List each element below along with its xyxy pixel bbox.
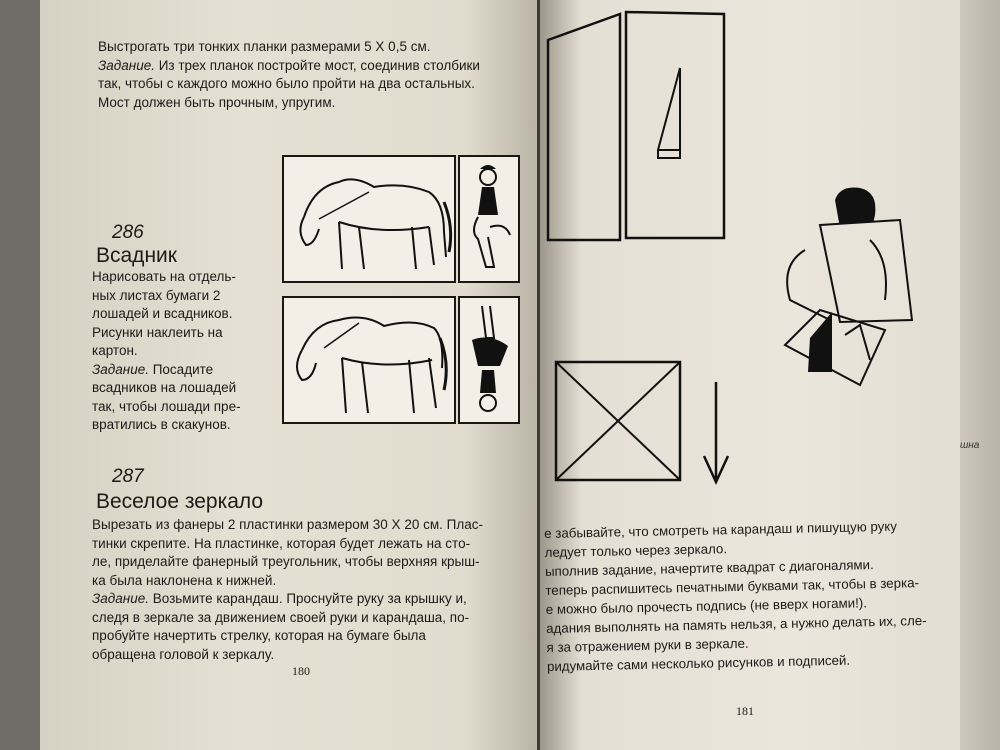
right-page <box>540 0 960 750</box>
text-line: обращена головой к зеркалу. <box>92 646 275 662</box>
exercise-title: Веселое зеркало <box>96 490 264 513</box>
task-label: Задание. <box>92 591 149 606</box>
rider-upside-down-icon <box>460 298 518 422</box>
rider-image-top <box>458 155 520 283</box>
intro-line: Выстрогать три тонких планки размерами 5 X 0,5 см. <box>98 39 431 54</box>
text-line: лошадей и всадников. <box>92 306 233 321</box>
task-label: Задание. <box>98 57 155 73</box>
intro-line-rest: Из трех планок постройте мост, соединив столбики <box>154 57 480 73</box>
text-line: ыполнив задание, начертите квадрат с диагоналями. <box>544 557 874 579</box>
horse-icon <box>284 157 454 281</box>
horse-icon <box>284 298 454 422</box>
exercise-text <box>92 268 277 435</box>
text-line: вратились в скакунов. <box>92 417 231 432</box>
text-line: ле, приделайте фанерный треугольник, чтобы верхняя крыш- <box>92 554 480 569</box>
text-line <box>92 361 277 380</box>
exercise-text <box>92 516 532 664</box>
text-line: теперь распишитесь печатными буквами так, чтобы в зерка- <box>545 575 920 598</box>
exercise-number: 287 <box>112 466 144 487</box>
text-line: так, чтобы лошади пре- <box>92 398 241 414</box>
text-line: тинки скрепите. На пластинке, которая будет лежать на сто- <box>92 535 471 551</box>
text-line: я за отражением руки в зеркале. <box>546 635 749 655</box>
left-page <box>40 0 540 750</box>
horse-image-bottom <box>282 296 456 424</box>
text-line: всадников на лошадей <box>92 380 237 395</box>
exercise-number: 286 <box>112 222 144 243</box>
text-line: адания выполнять на память нельзя, а нужно делать их, сле- <box>546 613 927 636</box>
text-line: ных листах бумаги 2 <box>92 287 221 303</box>
intro-line <box>98 57 538 76</box>
intro-line: Мост должен быть прочным, упругим. <box>98 94 336 110</box>
text-line: ка была наклонена к нижней. <box>92 572 277 588</box>
text-line: Рисунки наклеить на <box>92 324 223 340</box>
exercise-title: Всадник <box>96 244 177 267</box>
text-line: Вырезать из фанеры 2 пластинки размером 30 X 20 см. Плас- <box>92 517 483 532</box>
intro-line: так, чтобы с каждого можно было пройти на два остальных. <box>98 76 475 91</box>
next-page-edge <box>960 0 1000 750</box>
text-line: следя в зеркале за движением своей руки и карандаша, по- <box>92 609 470 625</box>
instruction-text <box>544 515 957 676</box>
text-line: е забывайте, что смотреть на карандаш и пишущую руку <box>544 518 898 541</box>
text-line <box>92 590 532 609</box>
task-text: Посадите <box>148 361 214 377</box>
rider-image-bottom <box>458 296 520 424</box>
text-line: ледует только через зеркало. <box>544 541 728 560</box>
task-label: Задание. <box>92 361 149 377</box>
text-line: пробуйте начертить стрелку, которая на бумаге была <box>92 628 426 643</box>
page-number: 180 <box>292 664 310 678</box>
text-line: картон. <box>92 343 138 358</box>
intro-text <box>98 38 538 112</box>
text-line: ридумайте сами несколько рисунков и подписей. <box>546 652 851 674</box>
horse-image-top <box>282 155 456 283</box>
text-line: е можно было прочесть подпись (не вверх ногами!). <box>545 595 868 617</box>
edge-fragment: шна <box>960 440 980 451</box>
task-text: Возьмите карандаш. Проснуйте руку за крышку и, <box>148 591 467 606</box>
page-number: 181 <box>736 704 754 718</box>
rider-icon <box>460 157 518 281</box>
text-line: Нарисовать на отдель- <box>92 269 236 284</box>
